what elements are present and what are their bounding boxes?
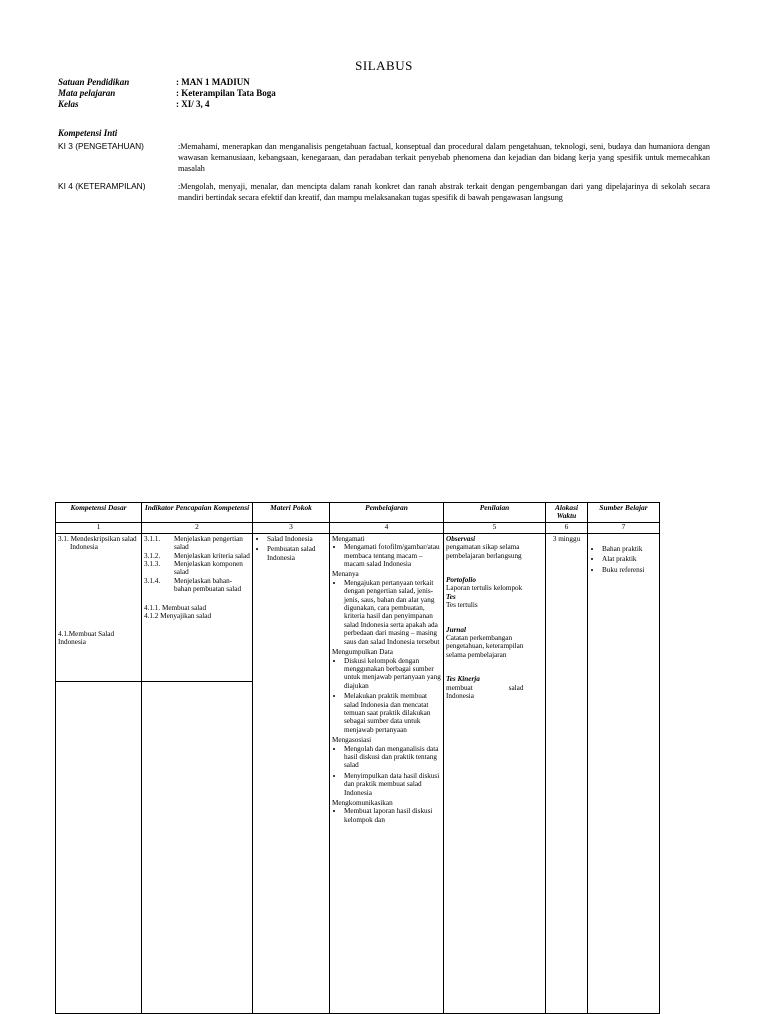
column-number: 4 xyxy=(330,522,444,533)
meta-row xyxy=(58,77,276,88)
indikator-41: 4.1.1. Membuat salad xyxy=(144,603,207,612)
header-cell: Materi Pokok xyxy=(253,503,330,523)
sumber-item: • Bahan praktik xyxy=(602,545,657,553)
indikator-item xyxy=(144,577,250,594)
penilaian-text: pengamatan sikap selama pembelajaran berlangsung xyxy=(446,543,522,560)
column-number: 6 xyxy=(546,522,588,533)
document-meta xyxy=(58,77,276,110)
header-cell: Penilaian xyxy=(444,503,546,523)
penilaian-text: membuat salad Indonesia xyxy=(446,683,526,701)
penilaian-text: Laporan tertulis kelompok xyxy=(446,584,523,593)
materi-item: • Salad Indonesia xyxy=(267,535,327,543)
penilaian-cell xyxy=(444,533,546,1013)
header-cell: Alokasi Waktu xyxy=(546,503,588,523)
step-heading: Mengamati xyxy=(332,534,365,543)
pembelajaran-cell xyxy=(330,533,444,1013)
meta-label: Satuan Pendidikan xyxy=(58,77,130,87)
meta-label: Mata pelajaran xyxy=(58,88,116,98)
header-cell: Indikator Pencapaian Kompetensi xyxy=(142,503,253,523)
indikator-41: 4.1.2 Menyajikan salad xyxy=(144,612,212,621)
materi-item: • Pembuatan salad Indonesia xyxy=(267,545,327,562)
table-row xyxy=(56,533,660,1013)
step-item: • Membuat laporan hasil diskusi kelompok dan xyxy=(344,807,441,824)
ki3-label: KI 3 (PENGETAHUAN) xyxy=(58,141,144,151)
step-item: • Mengamati fotofilm/gambar/atau membaca tentang macam – macam salad Indonesia xyxy=(344,543,441,568)
indikator-text: Menjelaskan pengertian salad xyxy=(174,534,243,552)
column-number: 3 xyxy=(253,522,330,533)
step-heading: Mengumpulkan Data xyxy=(332,648,393,657)
indikator-cell xyxy=(142,533,253,1013)
step-heading: Menanya xyxy=(332,570,359,579)
kd-41: 4.1.Membuat Salad Indonesia xyxy=(58,629,115,647)
meta-row xyxy=(58,88,276,99)
header-cell: Kompetensi Dasar xyxy=(56,503,142,523)
kd-31-cont: Indonesia xyxy=(70,543,98,552)
penilaian-text: Tes tertulis xyxy=(446,601,478,610)
meta-label: Kelas xyxy=(58,99,79,109)
ki4-label: KI 4 (KETERAMPILAN) xyxy=(58,181,146,191)
penilaian-heading: Jurnal xyxy=(446,625,466,634)
ki3-row xyxy=(58,141,710,174)
ki4-row xyxy=(58,181,710,203)
indikator-item xyxy=(144,560,250,577)
indikator-text: Menjelaskan bahan- bahan pembuatan salad xyxy=(174,576,242,594)
indikator-text: Menjelaskan kriteria salad xyxy=(174,551,250,560)
meta-value: : MAN 1 MADIUN xyxy=(176,77,250,87)
step-item: • Diskusi kelompok dengan menggunakan berbagai sumber untuk menjawab pertanyaan yang diajukan xyxy=(344,657,441,691)
ki3-text: :Memahami, menerapkan dan menganalisis pengetahuan factual, konseptual dan procedural dalam pengetahuan, teknologi, seni, budaya dan humaniora dengan wawasan kemanusiaan, kebangsaan, kenegaraan, dan peradaban terkait penyebab phenomena dan kejadian dan bidang kerja yang spesifik untuk memecahkan masalah xyxy=(178,142,710,173)
materi-cell xyxy=(253,533,330,1013)
meta-row xyxy=(58,99,276,110)
step-item: • Menyimpulkan data hasil diskusi dan praktik membuat salad Indonesia xyxy=(344,772,441,797)
kd-cell xyxy=(56,533,142,1013)
penilaian-heading: Observasi xyxy=(446,534,476,543)
column-number: 1 xyxy=(56,522,142,533)
kd-31: 3.1. Mendeskripsikan salad xyxy=(58,534,137,543)
indikator-num: 3.1.1. xyxy=(144,534,161,543)
meta-value: : Keterampilan Tata Boga xyxy=(176,88,276,98)
table-header-row xyxy=(56,503,660,523)
column-number: 2 xyxy=(142,522,253,533)
header-cell: Sumber Belajar xyxy=(588,503,660,523)
alokasi-cell: 3 minggu xyxy=(546,533,588,1013)
meta-value: : XI/ 3, 4 xyxy=(176,99,210,109)
column-number: 7 xyxy=(588,522,660,533)
step-heading: Mengasosiasi xyxy=(332,736,372,745)
step-item: • Melakukan praktik membuat salad Indonesia dan mencatat temuan saat praktik dilakukan sebagai sumber data untuk menjawab pertanyaan xyxy=(344,692,441,734)
page-title: SILABUS xyxy=(355,58,413,73)
indikator-item xyxy=(144,535,250,552)
penilaian-heading: Tes Kinerja xyxy=(446,675,480,684)
table-number-row xyxy=(56,522,660,533)
penilaian-text: Catatan perkembangan pengetahuan, keterampilan selama pembelajaran xyxy=(446,634,524,659)
indikator-text: Menjelaskan komponen salad xyxy=(174,560,243,577)
indikator-num: 3.1.2. xyxy=(144,551,161,560)
syllabus-table xyxy=(55,502,660,1014)
step-heading: Mengkomunikasikan xyxy=(332,799,393,807)
indikator-num: 3.1.3. xyxy=(144,560,161,569)
sumber-cell xyxy=(588,533,660,1013)
step-item: • Mengajukan pertanyaan terkait dengan pengertian salad, jenis-jenis, saus, bahan dan alat yang digunakan, cara pembuatan, kriteria hasil dan penyimpanan salad Indonesia serta apakah ada perbedaan dari masing – masing saus dan salad Indonesia tersebut xyxy=(344,579,441,646)
ki4-text: :Mengolah, menyaji, menalar, dan mencipta dalam ranah konkret dan ranah abstrak terkait dengan pengembangan dari yang dipelajarinya di sekolah secara mandiri bertindak secara efektif dan kreatif, dan mampu melaksanakan tugas spesifik di bawah pengawasan langsung xyxy=(178,182,710,202)
header-cell: Pembelajaran xyxy=(330,503,444,523)
step-item: • Mengolah dan menganalisis data hasil diskusi dan praktik tentang salad xyxy=(344,745,441,770)
sumber-item: • Buku referensi xyxy=(602,566,657,574)
penilaian-heading: Tes xyxy=(446,592,456,601)
indikator-num: 3.1.4. xyxy=(144,576,161,585)
penilaian-heading: Portofolio xyxy=(446,576,476,585)
sumber-item: • Alat praktik xyxy=(602,555,657,563)
indikator-item xyxy=(144,552,250,560)
ki-heading: Kompetensi Inti xyxy=(58,128,118,138)
column-number: 5 xyxy=(444,522,546,533)
